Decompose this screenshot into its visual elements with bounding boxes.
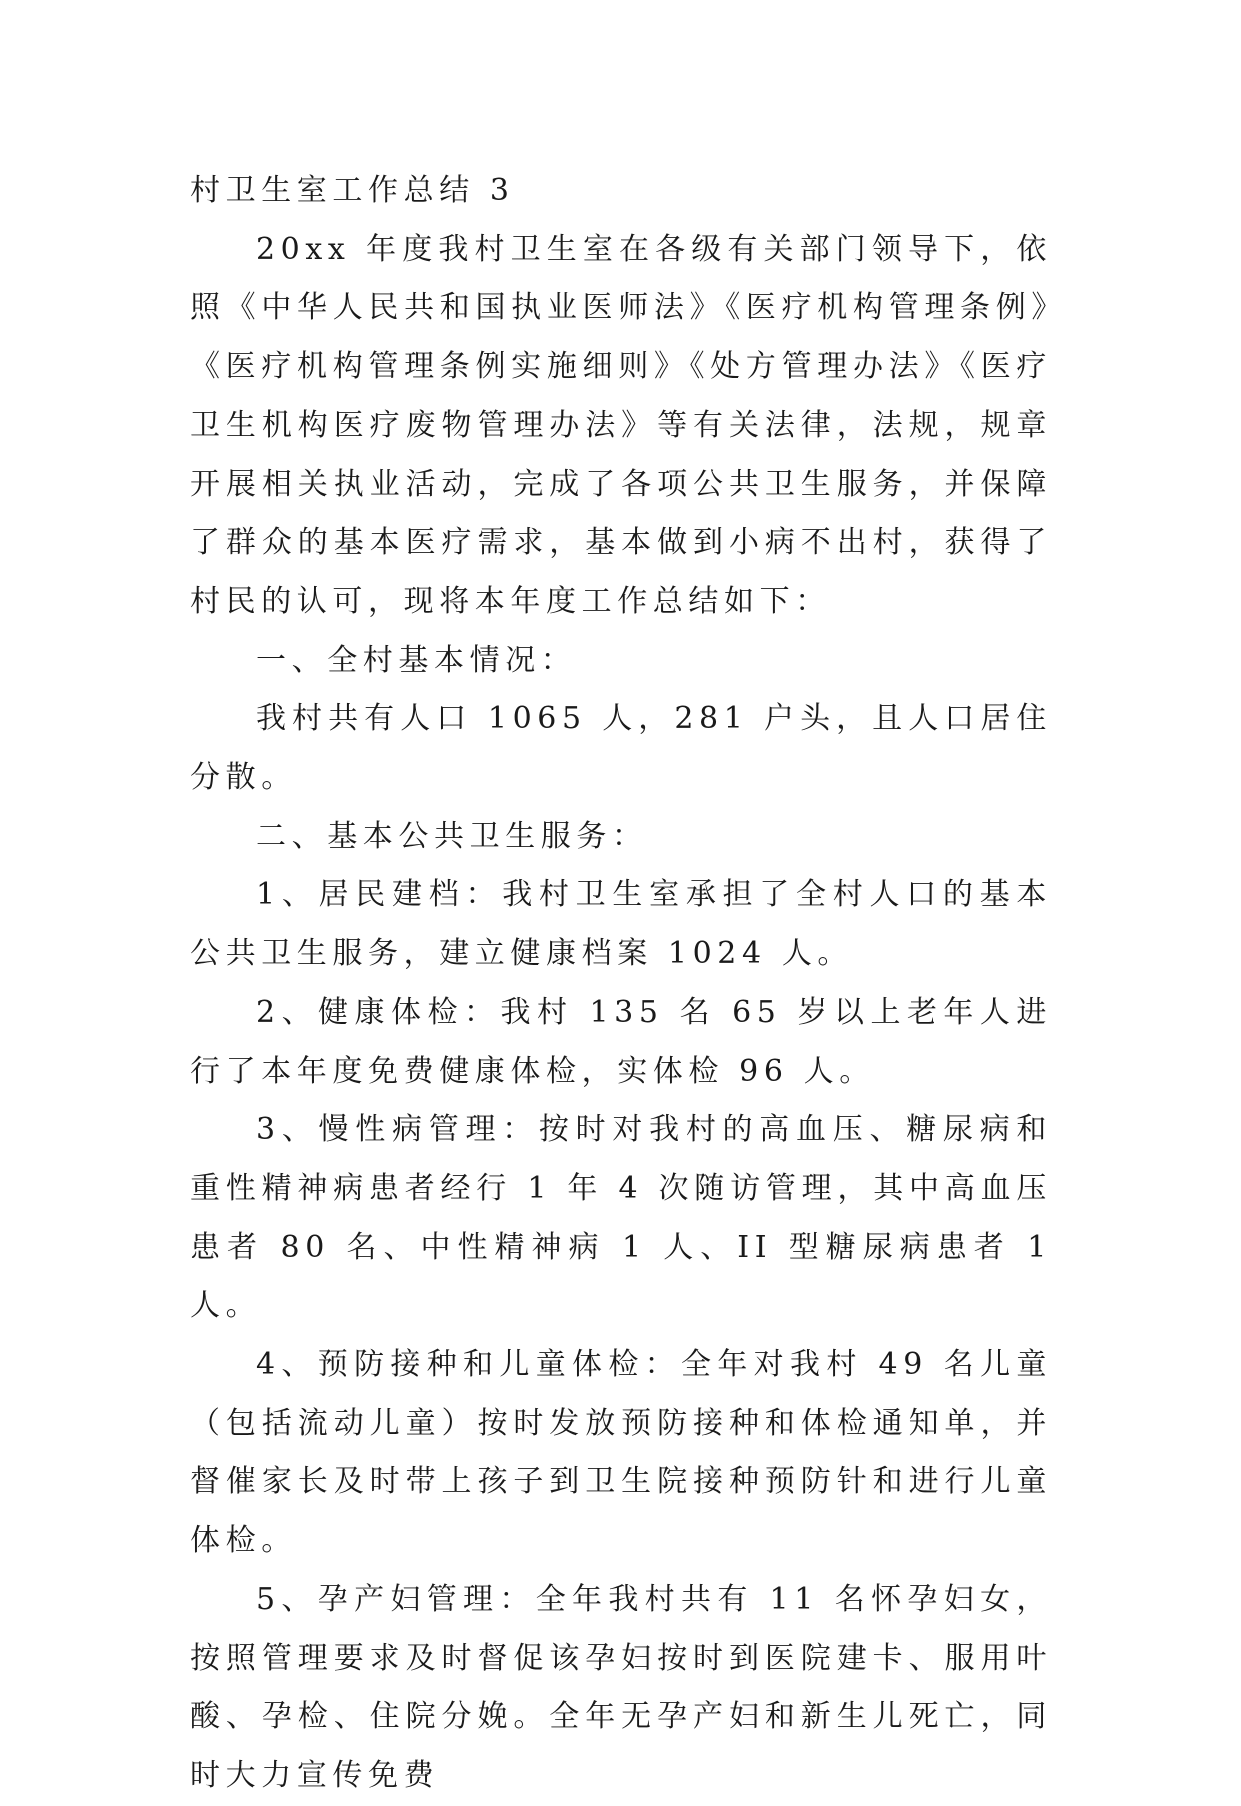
paragraph-chronic-disease: 3、慢性病管理：按时对我村的高血压、糖尿病和重性精神病患者经行 1 年 4 次随访管理，其中高血压患者 80 名、中性精神病 1 人、II 型糖尿病患者 1 人。: [190, 1112, 1052, 1324]
document-body: [190, 162, 1052, 1806]
section-heading-public-health-services: 二、基本公共卫生服务：: [256, 818, 648, 854]
paragraph-intro: 20xx 年度我村卫生室在各级有关部门领导下，依照《中华人民共和国执业医师法》《医疗机构管理条例》《医疗机构管理条例实施细则》《处方管理办法》《医疗卫生机构医疗废物管理办法》等有关法律，法规，规章开展相关执业活动，完成了各项公共卫生服务，并保障了群众的基本医疗需求，基本做到小病不出村，获得了村民的认可，现将本年度工作总结如下：: [190, 231, 1052, 619]
paragraph-health-checkup: 2、健康体检：我村 135 名 65 岁以上老年人进行了本年度免费健康体检，实体检 96 人。: [190, 994, 1052, 1089]
paragraph-resident-records: 1、居民建档：我村卫生室承担了全村人口的基本公共卫生服务，建立健康档案 1024 人。: [190, 877, 1052, 972]
paragraph-maternal-care: 5、孕产妇管理：全年我村共有 11 名怀孕妇女，按照管理要求及时督促该孕妇按时到医院建卡、服用叶酸、孕检、住院分娩。全年无孕产妇和新生儿死亡，同时大力宣传免费: [190, 1581, 1052, 1793]
paragraph-population: 我村共有人口 1065 人，281 户头，且人口居住分散。: [190, 701, 1052, 796]
document-title: 村卫生室工作总结 3: [190, 173, 515, 208]
paragraph-vaccination: 4、预防接种和儿童体检：全年对我村 49 名儿童（包括流动儿童）按时发放预防接种和体检通知单，并督催家长及时带上孩子到卫生院接种预防针和进行儿童体检。: [190, 1347, 1052, 1559]
section-heading-basic-situation: 一、全村基本情况：: [256, 642, 577, 678]
